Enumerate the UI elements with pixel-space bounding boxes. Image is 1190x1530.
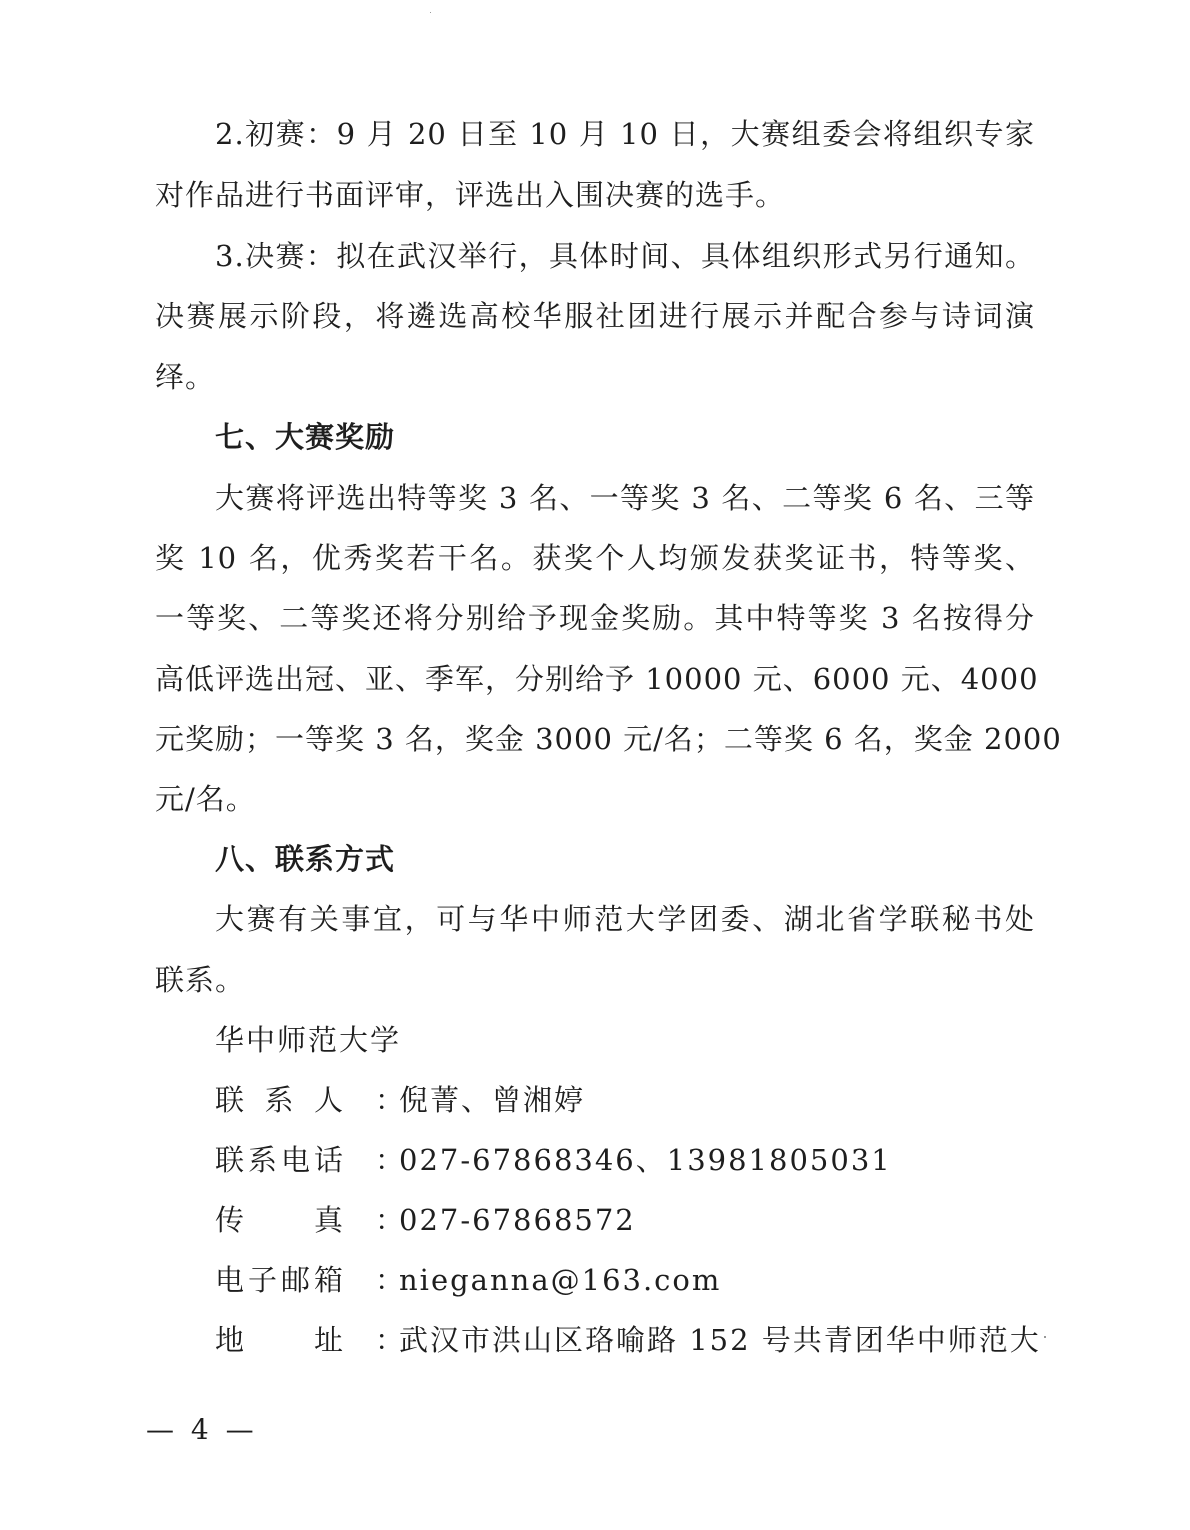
contact-email-row [215,1260,721,1300]
awards-line-5: 元奖励；一等奖 3 名，奖金 3000 元/名；二等奖 6 名，奖金 2000 [155,722,1062,756]
awards-heading: 七、大赛奖励 [215,420,396,454]
contact-person-colon: ： [375,1083,405,1117]
contact-email-value: nieganna@163.com [399,1263,722,1297]
contact-address-value: 武汉市洪山区珞喻路 152 号共青团华中师范大 [399,1323,1041,1357]
awards-line-2: 奖 10 名，优秀奖若干名。获奖个人均颁发获奖证书，特等奖、 [155,541,1035,575]
contact-fax-colon: ： [375,1203,405,1237]
contact-email-label: 电子邮箱 [215,1263,343,1297]
contact-heading: 八、联系方式 [215,842,396,876]
final-line-1: 3.决赛：拟在武汉举行，具体时间、具体组织形式另行通知。 [215,239,1035,273]
final-line-3: 绎。 [155,360,216,394]
awards-line-1: 大赛将评选出特等奖 3 名、一等奖 3 名、二等奖 6 名、三等 [215,481,1035,515]
contact-person-label: 联系人 [215,1083,343,1117]
page-number: — 4 — [146,1413,258,1446]
contact-fax-row [215,1200,636,1240]
contact-phone-row [215,1140,892,1180]
contact-line-2: 联系。 [155,963,246,997]
contact-phone-value: 027-67868346、13981805031 [399,1143,892,1177]
contact-line-1: 大赛有关事宜，可与华中师范大学团委、湖北省学联秘书处 [215,902,1035,936]
contact-address-colon: ： [375,1323,405,1357]
contact-address-label: 地址 [215,1323,343,1357]
contact-phone-colon: ： [375,1143,405,1177]
awards-line-3: 一等奖、二等奖还将分别给予现金奖励。其中特等奖 3 名按得分 [155,601,1035,635]
contact-person-row [215,1080,585,1120]
contact-fax-label: 传真 [215,1203,343,1237]
contact-address-row [215,1320,1041,1360]
contact-email-colon: ： [375,1263,405,1297]
scan-speck [1044,1336,1046,1338]
final-line-2: 决赛展示阶段，将遴选高校华服社团进行展示并配合参与诗词演 [155,299,1035,333]
contact-org [215,1020,401,1060]
contact-phone-label: 联系电话 [215,1143,343,1177]
awards-line-4: 高低评选出冠、亚、季军，分别给予 10000 元、6000 元、4000 [155,662,1039,696]
contact-org-name: 华中师范大学 [215,1023,402,1057]
prelim-line-1: 2.初赛：9 月 20 日至 10 月 10 日，大赛组委会将组织专家 [215,117,1035,151]
prelim-line-2: 对作品进行书面评审，评选出入围决赛的选手。 [155,178,786,212]
contact-person-value: 倪菁、曾湘婷 [399,1083,586,1117]
scan-speck [430,12,431,13]
contact-fax-value: 027-67868572 [399,1203,636,1237]
awards-line-6: 元/名。 [155,782,256,816]
